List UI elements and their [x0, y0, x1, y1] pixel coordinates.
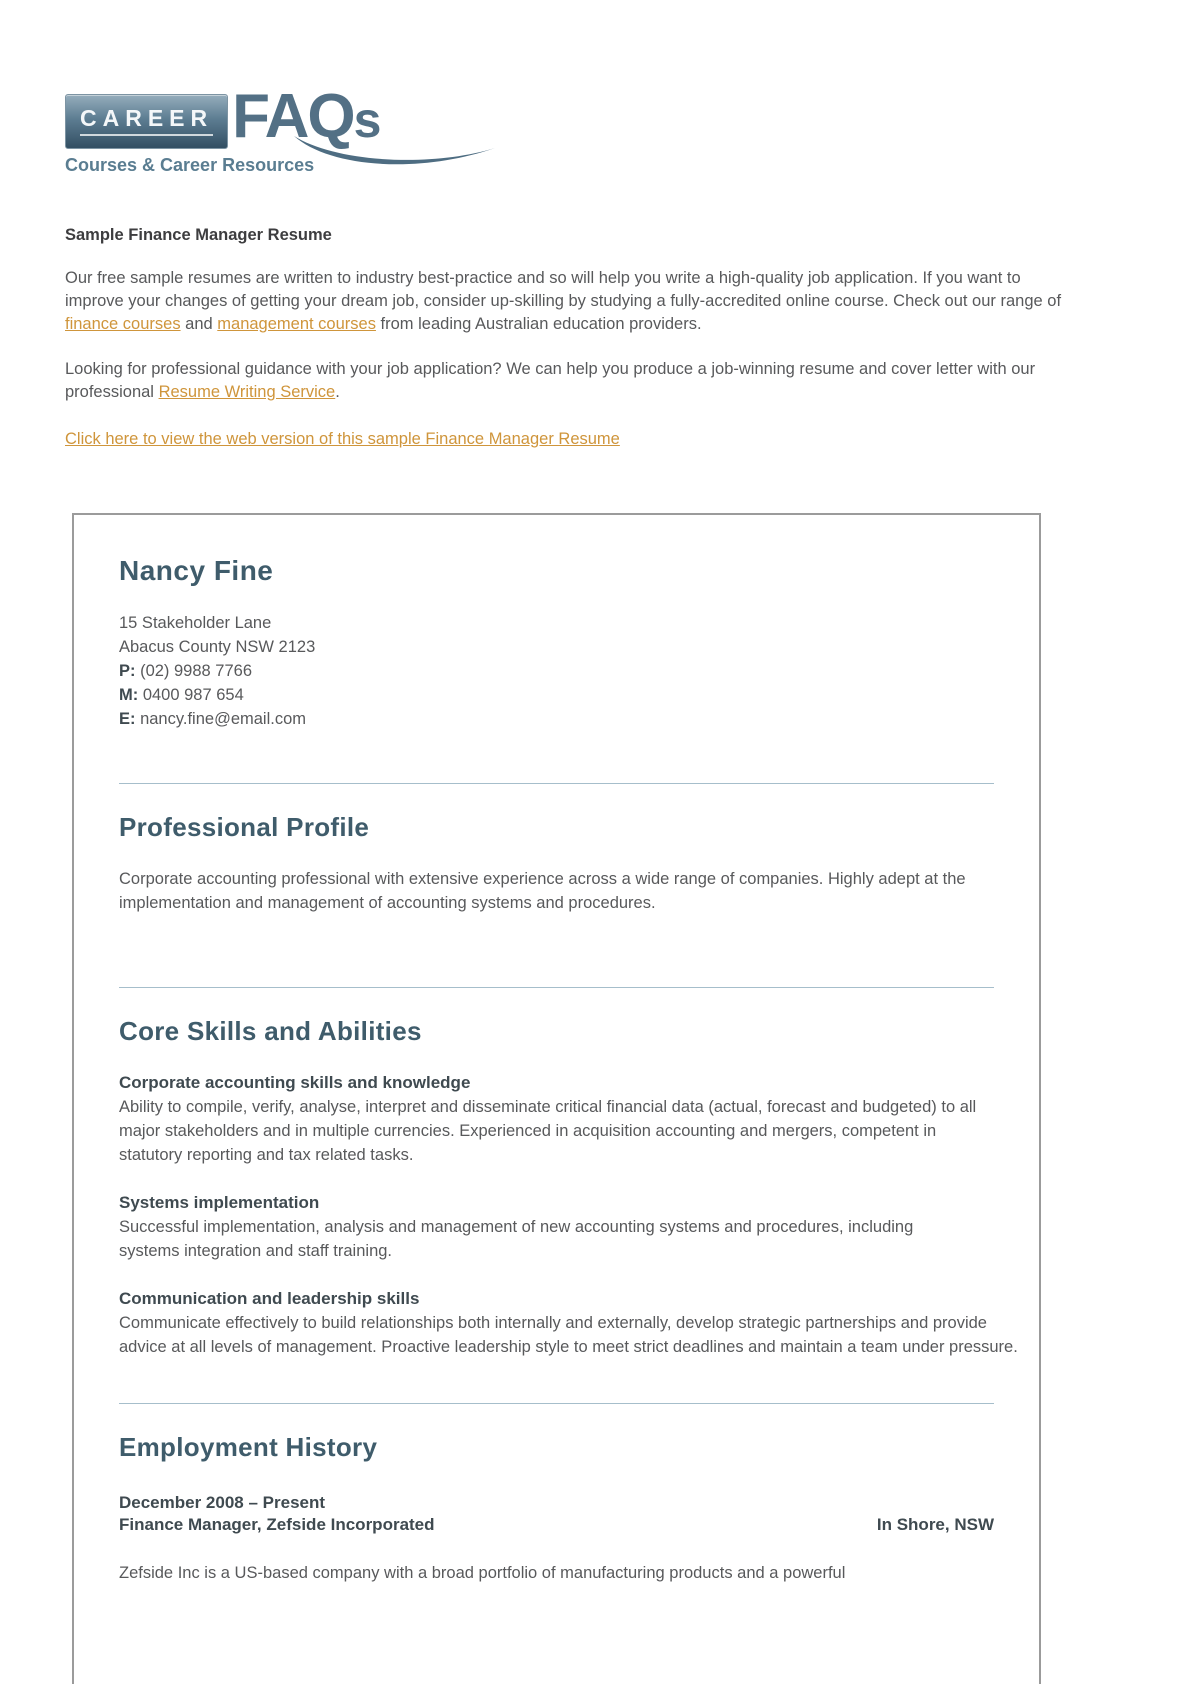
career-logo-box [65, 94, 228, 149]
professional-profile-text: Corporate accounting professional with extensive experience across a wide range of companies. Highly adept at the implementation and management of accounting systems and procedures. [119, 870, 966, 912]
resume-preview-box [72, 513, 1041, 1684]
intro-p1-and: and [180, 315, 218, 333]
intro-p2-text: Looking for professional guidance with your job application? We can help you produce a job-winning resume and cover letter with our professional [65, 360, 1036, 401]
job-location: In Shore, NSW [876, 1515, 994, 1534]
intro-section [65, 226, 1080, 451]
core-skills-heading: Core Skills and Abilities [119, 1016, 422, 1046]
job-entry [119, 1493, 994, 1585]
intro-p2-end: . [335, 383, 340, 401]
page-title: Sample Finance Manager Resume [65, 226, 332, 244]
mobile-label: M: [119, 686, 139, 704]
contact-phone-line [119, 659, 994, 683]
employment-history-heading: Employment History [119, 1432, 378, 1462]
logo-swoosh-icon [290, 134, 500, 181]
section-divider [119, 783, 994, 784]
skill-title: Corporate accounting skills and knowledge [119, 1073, 471, 1092]
skill-text: Ability to compile, verify, analyse, interpret and disseminate critical financial data (actual, forecast and budgeted) to all major stakeholders and in multiple currencies. Experienced in acquisition accounting and mergers, competent in statutory reporting and tax related tasks. [119, 1098, 977, 1164]
phone-label: P: [119, 662, 136, 680]
contact-address-line2: Abacus County NSW 2123 [119, 638, 316, 656]
job-description: Zefside Inc is a US-based company with a broad portfolio of manufacturing products and a powerful [119, 1564, 846, 1582]
job-dates: December 2008 – Present [119, 1493, 326, 1512]
email-value: nancy.fine@email.com [135, 710, 307, 728]
professional-profile-heading: Professional Profile [119, 812, 370, 842]
faqs-logo-text: FAQs [232, 82, 380, 151]
skill-item [119, 1289, 1018, 1359]
intro-paragraph-2 [65, 358, 1080, 404]
section-divider [119, 1403, 994, 1404]
intro-paragraph-1 [65, 267, 1080, 336]
finance-courses-link[interactable]: finance courses [65, 315, 181, 333]
section-divider [119, 987, 994, 988]
resume-writing-service-link[interactable]: Resume Writing Service [158, 383, 336, 401]
intro-p1-end: from leading Australian education providers. [375, 315, 702, 333]
intro-p1-text: Our free sample resumes are written to industry best-practice and so will help you write a high-quality job application. If you want to improve your changes of getting your dream job, consider up-skilling by studying a fully-accredited online course. Check out our range of [65, 269, 1062, 310]
logo-tagline: Courses & Career Resources [65, 155, 315, 175]
skill-text: Communicate effectively to build relationships both internally and externally, develop strategic partnerships and provide advice at all levels of management. Proactive leadership style to meet strict deadlines and maintain a team under pressure. [119, 1314, 1018, 1356]
resume-contact-block [119, 611, 994, 731]
skill-title: Systems implementation [119, 1193, 320, 1212]
web-version-link[interactable]: Click here to view the web version of this sample Finance Manager Resume [65, 430, 620, 448]
skill-text: Successful implementation, analysis and management of new accounting systems and procedures, including systems integration and staff training. [119, 1218, 914, 1260]
skill-title: Communication and leadership skills [119, 1289, 420, 1308]
contact-email-line [119, 707, 994, 731]
resume-name: Nancy Fine [119, 555, 274, 586]
career-logo-text: CAREER [80, 105, 213, 136]
mobile-value: 0400 987 654 [138, 686, 244, 704]
skill-item [119, 1193, 994, 1263]
email-label: E: [119, 710, 136, 728]
job-title: Finance Manager, Zefside Incorporated [119, 1515, 435, 1534]
contact-address-line1: 15 Stakeholder Lane [119, 614, 272, 632]
contact-mobile-line [119, 683, 994, 707]
career-faqs-logo [65, 82, 385, 176]
skill-item [119, 1073, 994, 1167]
management-courses-link[interactable]: management courses [217, 315, 376, 333]
phone-value: (02) 9988 7766 [135, 662, 253, 680]
